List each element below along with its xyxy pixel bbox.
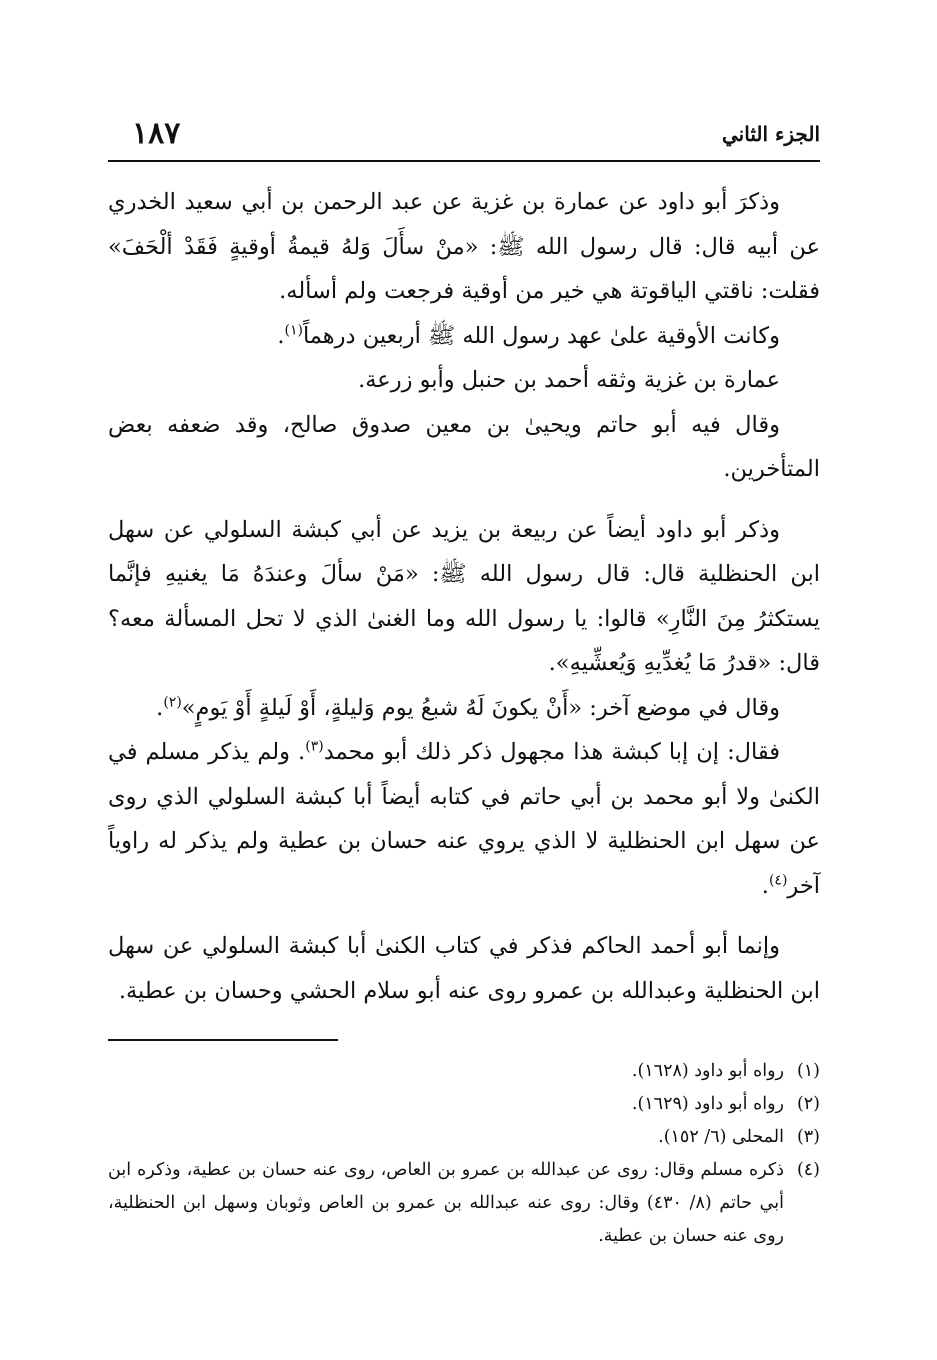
page-number: ١٨٧ xyxy=(132,116,181,151)
paragraph-1: وذكرَ أبو داود عن عمارة بن غزية عن عبد الرحمن بن أبي سعيد الخدري عن أبيه قال: قال رسول الله ﷺ: «منْ سأَلَ وَلهُ قيمةُ أوقيةٍ فَقَدْ ألْحَفَ» فقلت: ناقتي الياقوتة هي خير من أوقية فرجعت ولم أسأله. xyxy=(108,189,820,304)
footnote-text: ذكره مسلم وقال: روى عن عبدالله بن عمرو بن العاص، روى عنه حسان بن عطية، وذكره ابن أبي حاتم (٨/ ٤٣٠) وقال: روى عنه عبدالله بن عمرو بن العاص وثوبان وسهل ابن الحنظلية، روى عنه حسان بن عطية. xyxy=(108,1160,784,1246)
paragraph-8: وإنما أبو أحمد الحاكم فذكر في كتاب الكنىٰ أبا كبشة السلولي عن سهل ابن الحنظلية وعبدالله بن عمرو روى عنه أبو سلام الحشي وحسان بن عطية. xyxy=(108,933,820,1004)
main-text xyxy=(108,180,820,1013)
paragraph-7-end: . xyxy=(761,872,769,899)
footnote-text: رواه أبو داود (١٦٢٨). xyxy=(631,1061,784,1081)
footnote-number: (٣) xyxy=(796,1127,820,1147)
paragraph-7 xyxy=(108,730,820,908)
footnote-ref-1[interactable]: (١) xyxy=(284,322,303,338)
book-page xyxy=(108,108,820,1308)
paragraph-2 xyxy=(108,314,820,359)
footnote-text: رواه أبو داود (١٦٢٩). xyxy=(631,1094,784,1114)
paragraph-2-text: وكانت الأوقية علىٰ عهد رسول الله ﷺ أربعين درهماً xyxy=(302,322,780,349)
footnote-text: المحلى (٦/ ١٥٢). xyxy=(658,1127,784,1147)
paragraph-3: عمارة بن غزية وثقه أحمد بن حنبل وأبو زرعة. xyxy=(358,367,780,393)
footnote-3 xyxy=(108,1121,820,1154)
page-header xyxy=(108,108,820,162)
paragraph-6-end: . xyxy=(156,694,164,721)
footnote-ref-2[interactable]: (٢) xyxy=(163,694,182,710)
footnote-ref-3[interactable]: (٣) xyxy=(305,738,324,755)
paragraph-5: وذكر أبو داود أيضاً عن ربيعة بن يزيد عن أبي كبشة السلولي عن سهل ابن الحنظلية قال: قال رسول الله ﷺ: «مَنْ سألَ وعندَهُ مَا يغنيهِ فإنَّما يستكثرُ مِنَ النَّارِ» قالوا: يا رسول الله وما الغنىٰ الذي لا تحل المسألة معه؟ قال: «قدرُ مَا يُغدِّيهِ وَيُعشِّيهِ». xyxy=(108,516,820,676)
footnote-2 xyxy=(108,1088,820,1121)
footnote-number: (٢) xyxy=(796,1094,820,1114)
paragraph-6 xyxy=(108,686,820,731)
footnote-number: (١) xyxy=(796,1061,820,1081)
running-head: الجزء الثاني xyxy=(722,122,820,146)
footnote-4 xyxy=(108,1154,820,1253)
footnote-divider xyxy=(108,1039,338,1041)
paragraph-2-end: . xyxy=(277,322,285,349)
paragraph-4: وقال فيه أبو حاتم ويحيىٰ بن معين صدوق صالح، وقد ضعفه بعض المتأخرين. xyxy=(108,411,820,482)
footnotes xyxy=(108,1055,820,1253)
paragraph-7-part-a: فقال: إن إبا كبشة هذا مجهول ذكر ذلك أبو محمد xyxy=(323,739,780,765)
paragraph-6-text: وقال في موضع آخر: «أَنْ يكونَ لَهُ شبعُ يوم وَليلةٍ، أَوْ لَيلةٍ أَوْ يَومٍ» xyxy=(181,694,780,721)
footnote-number: (٤) xyxy=(796,1160,820,1180)
paragraph-7-part-b: . ولم يذكر مسلم في الكنىٰ ولا أبو محمد بن أبي حاتم في كتابه أيضاً أبا كبشة السلولي الذي روى عن سهل ابن الحنظلية لا الذي يروي عنه حسان بن عطية ولم يذكر له راوياً آخر xyxy=(108,739,820,899)
footnote-ref-4[interactable]: (٤) xyxy=(768,872,788,888)
footnote-1 xyxy=(108,1055,820,1088)
